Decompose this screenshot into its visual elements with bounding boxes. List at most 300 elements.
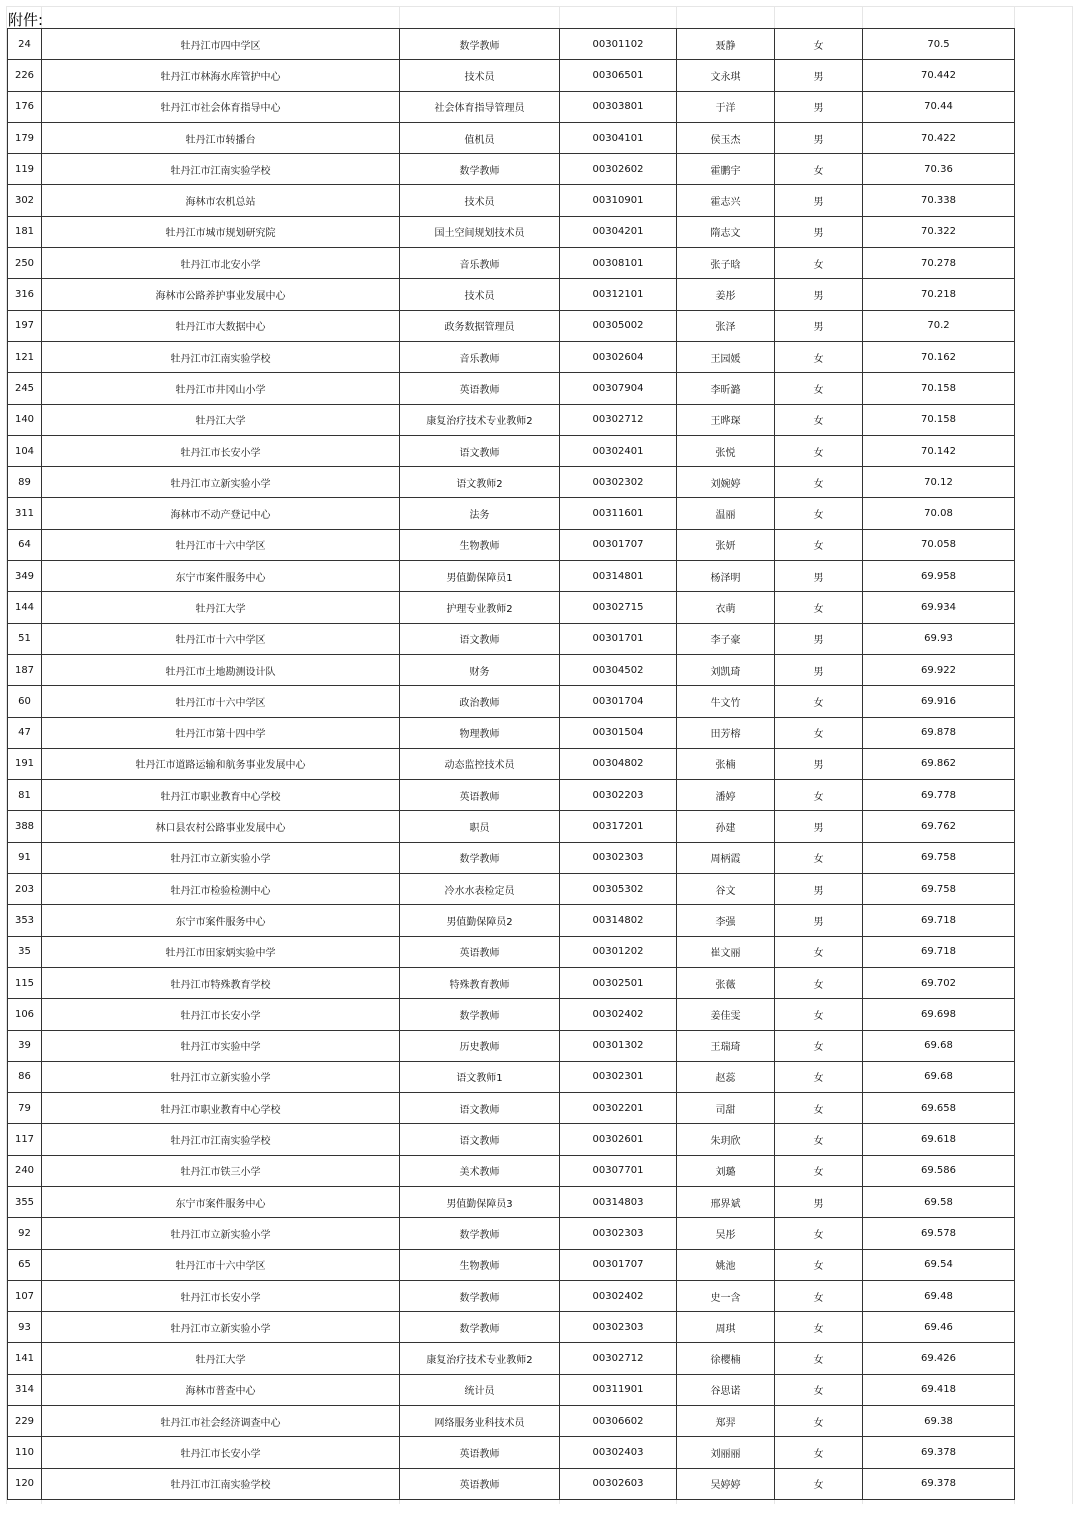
employer-unit-cell: 牡丹江市江南实验学校 bbox=[42, 341, 400, 372]
employer-unit-cell: 牡丹江市长安小学 bbox=[42, 1437, 400, 1468]
position-code-cell: 00302712 bbox=[560, 404, 677, 435]
employer-unit-cell: 林口县农村公路事业发展中心 bbox=[42, 811, 400, 842]
position-cell: 数学教师 bbox=[400, 999, 560, 1030]
employer-unit-cell: 牡丹江市城市规划研究院 bbox=[42, 216, 400, 247]
score-cell: 69.922 bbox=[863, 654, 1015, 685]
score-cell: 70.218 bbox=[863, 279, 1015, 310]
table-row bbox=[8, 1280, 1015, 1311]
position-code-cell: 00301202 bbox=[560, 936, 677, 967]
candidate-name-cell: 霍志兴 bbox=[677, 185, 775, 216]
employer-unit-cell: 牡丹江市立新实验小学 bbox=[42, 1312, 400, 1343]
row-number-cell: 314 bbox=[8, 1374, 42, 1405]
row-number-cell: 51 bbox=[8, 623, 42, 654]
score-cell: 69.58 bbox=[863, 1186, 1015, 1217]
table-row bbox=[8, 467, 1015, 498]
position-cell: 康复治疗技术专业教师2 bbox=[400, 404, 560, 435]
position-code-cell: 00302401 bbox=[560, 435, 677, 466]
position-code-cell: 00310901 bbox=[560, 185, 677, 216]
table-row bbox=[8, 498, 1015, 529]
score-cell: 69.934 bbox=[863, 592, 1015, 623]
table-row bbox=[8, 1186, 1015, 1217]
position-code-cell: 00302601 bbox=[560, 1124, 677, 1155]
employer-unit-cell: 牡丹江市职业教育中心学校 bbox=[42, 780, 400, 811]
table-row bbox=[8, 310, 1015, 341]
table-row bbox=[8, 1124, 1015, 1155]
table-row bbox=[8, 842, 1015, 873]
employer-unit-cell: 牡丹江市林海水库管护中心 bbox=[42, 60, 400, 91]
gender-cell: 女 bbox=[775, 999, 863, 1030]
gender-cell: 男 bbox=[775, 905, 863, 936]
score-cell: 69.758 bbox=[863, 842, 1015, 873]
score-cell: 69.426 bbox=[863, 1343, 1015, 1374]
table-row bbox=[8, 279, 1015, 310]
position-code-cell: 00308101 bbox=[560, 248, 677, 279]
score-cell: 69.48 bbox=[863, 1280, 1015, 1311]
candidate-name-cell: 谷文 bbox=[677, 874, 775, 905]
gender-cell: 男 bbox=[775, 748, 863, 779]
position-code-cell: 00302715 bbox=[560, 592, 677, 623]
row-number-cell: 47 bbox=[8, 717, 42, 748]
table-row bbox=[8, 122, 1015, 153]
table-row bbox=[8, 686, 1015, 717]
position-code-cell: 00302602 bbox=[560, 154, 677, 185]
table-row bbox=[8, 780, 1015, 811]
candidate-name-cell: 崔文丽 bbox=[677, 936, 775, 967]
position-cell: 语文教师1 bbox=[400, 1061, 560, 1092]
position-cell: 男值勤保障员2 bbox=[400, 905, 560, 936]
gender-cell: 男 bbox=[775, 91, 863, 122]
candidate-name-cell: 邢界斌 bbox=[677, 1186, 775, 1217]
position-code-cell: 00304101 bbox=[560, 122, 677, 153]
score-cell: 69.718 bbox=[863, 905, 1015, 936]
position-cell: 语文教师 bbox=[400, 435, 560, 466]
row-number-cell: 120 bbox=[8, 1468, 42, 1499]
row-number-cell: 86 bbox=[8, 1061, 42, 1092]
employer-unit-cell: 牡丹江市实验中学 bbox=[42, 1030, 400, 1061]
gender-cell: 男 bbox=[775, 654, 863, 685]
gender-cell: 女 bbox=[775, 592, 863, 623]
score-cell: 69.93 bbox=[863, 623, 1015, 654]
table-row bbox=[8, 1249, 1015, 1280]
position-code-cell: 00303801 bbox=[560, 91, 677, 122]
position-cell: 动态监控技术员 bbox=[400, 748, 560, 779]
position-code-cell: 00302201 bbox=[560, 1093, 677, 1124]
gender-cell: 女 bbox=[775, 29, 863, 60]
employer-unit-cell: 牡丹江市土地勘测设计队 bbox=[42, 654, 400, 685]
table-row bbox=[8, 654, 1015, 685]
position-cell: 数学教师 bbox=[400, 154, 560, 185]
gender-cell: 男 bbox=[775, 122, 863, 153]
row-number-cell: 176 bbox=[8, 91, 42, 122]
position-cell: 英语教师 bbox=[400, 1468, 560, 1499]
gender-cell: 女 bbox=[775, 1374, 863, 1405]
table-row bbox=[8, 1030, 1015, 1061]
position-cell: 英语教师 bbox=[400, 780, 560, 811]
row-number-cell: 240 bbox=[8, 1155, 42, 1186]
candidate-name-cell: 牛文竹 bbox=[677, 686, 775, 717]
gender-cell: 男 bbox=[775, 1186, 863, 1217]
row-number-cell: 117 bbox=[8, 1124, 42, 1155]
candidate-name-cell: 刘丽丽 bbox=[677, 1437, 775, 1468]
position-cell: 语文教师 bbox=[400, 623, 560, 654]
position-code-cell: 00302402 bbox=[560, 999, 677, 1030]
table-row bbox=[8, 248, 1015, 279]
score-cell: 70.44 bbox=[863, 91, 1015, 122]
table-row bbox=[8, 1406, 1015, 1437]
employer-unit-cell: 海林市农机总站 bbox=[42, 185, 400, 216]
employer-unit-cell: 牡丹江市长安小学 bbox=[42, 999, 400, 1030]
score-cell: 70.12 bbox=[863, 467, 1015, 498]
position-code-cell: 00311901 bbox=[560, 1374, 677, 1405]
gender-cell: 女 bbox=[775, 529, 863, 560]
employer-unit-cell: 牡丹江市江南实验学校 bbox=[42, 1124, 400, 1155]
position-cell: 法务 bbox=[400, 498, 560, 529]
table-row bbox=[8, 29, 1015, 60]
position-cell: 国土空间规划技术员 bbox=[400, 216, 560, 247]
row-number-cell: 203 bbox=[8, 874, 42, 905]
score-cell: 69.702 bbox=[863, 967, 1015, 998]
candidate-name-cell: 刘婉婷 bbox=[677, 467, 775, 498]
employer-unit-cell: 东宁市案件服务中心 bbox=[42, 561, 400, 592]
table-row bbox=[8, 185, 1015, 216]
row-number-cell: 250 bbox=[8, 248, 42, 279]
candidate-name-cell: 温丽 bbox=[677, 498, 775, 529]
gender-cell: 女 bbox=[775, 1249, 863, 1280]
position-code-cell: 00306602 bbox=[560, 1406, 677, 1437]
employer-unit-cell: 牡丹江大学 bbox=[42, 404, 400, 435]
table-row bbox=[8, 435, 1015, 466]
gender-cell: 男 bbox=[775, 310, 863, 341]
table-row bbox=[8, 216, 1015, 247]
table-row bbox=[8, 1218, 1015, 1249]
gender-cell: 男 bbox=[775, 623, 863, 654]
score-cell: 69.698 bbox=[863, 999, 1015, 1030]
row-number-cell: 119 bbox=[8, 154, 42, 185]
employer-unit-cell: 牡丹江市四中学区 bbox=[42, 29, 400, 60]
row-number-cell: 353 bbox=[8, 905, 42, 936]
score-cell: 69.54 bbox=[863, 1249, 1015, 1280]
score-cell: 70.162 bbox=[863, 341, 1015, 372]
table-row bbox=[8, 91, 1015, 122]
table-row bbox=[8, 529, 1015, 560]
row-number-cell: 121 bbox=[8, 341, 42, 372]
score-cell: 70.322 bbox=[863, 216, 1015, 247]
candidate-name-cell: 司甜 bbox=[677, 1093, 775, 1124]
position-code-cell: 00302604 bbox=[560, 341, 677, 372]
position-code-cell: 00301704 bbox=[560, 686, 677, 717]
score-cell: 70.278 bbox=[863, 248, 1015, 279]
row-number-cell: 104 bbox=[8, 435, 42, 466]
employer-unit-cell: 牡丹江市十六中学区 bbox=[42, 686, 400, 717]
employer-unit-cell: 牡丹江市铁三小学 bbox=[42, 1155, 400, 1186]
position-cell: 网络服务业科技术员 bbox=[400, 1406, 560, 1437]
table-row bbox=[8, 1374, 1015, 1405]
employer-unit-cell: 牡丹江市第十四中学 bbox=[42, 717, 400, 748]
position-code-cell: 00304802 bbox=[560, 748, 677, 779]
gender-cell: 女 bbox=[775, 498, 863, 529]
gender-cell: 女 bbox=[775, 1061, 863, 1092]
candidate-name-cell: 郑羿 bbox=[677, 1406, 775, 1437]
gender-cell: 女 bbox=[775, 842, 863, 873]
position-cell: 护理专业教师2 bbox=[400, 592, 560, 623]
candidate-name-cell: 史一含 bbox=[677, 1280, 775, 1311]
row-number-cell: 93 bbox=[8, 1312, 42, 1343]
position-cell: 统计员 bbox=[400, 1374, 560, 1405]
position-code-cell: 00302603 bbox=[560, 1468, 677, 1499]
candidate-name-cell: 张子晗 bbox=[677, 248, 775, 279]
position-cell: 社会体育指导管理员 bbox=[400, 91, 560, 122]
employer-unit-cell: 牡丹江市十六中学区 bbox=[42, 1249, 400, 1280]
employer-unit-cell: 东宁市案件服务中心 bbox=[42, 1186, 400, 1217]
row-number-cell: 64 bbox=[8, 529, 42, 560]
gender-cell: 男 bbox=[775, 811, 863, 842]
score-cell: 69.916 bbox=[863, 686, 1015, 717]
row-number-cell: 316 bbox=[8, 279, 42, 310]
position-cell: 生物教师 bbox=[400, 1249, 560, 1280]
employer-unit-cell: 牡丹江市职业教育中心学校 bbox=[42, 1093, 400, 1124]
position-cell: 值机员 bbox=[400, 122, 560, 153]
row-number-cell: 355 bbox=[8, 1186, 42, 1217]
position-code-cell: 00307701 bbox=[560, 1155, 677, 1186]
score-cell: 70.338 bbox=[863, 185, 1015, 216]
score-cell: 69.778 bbox=[863, 780, 1015, 811]
position-code-cell: 00304201 bbox=[560, 216, 677, 247]
employer-unit-cell: 牡丹江市长安小学 bbox=[42, 435, 400, 466]
score-cell: 70.142 bbox=[863, 435, 1015, 466]
candidate-name-cell: 张薇 bbox=[677, 967, 775, 998]
score-cell: 70.2 bbox=[863, 310, 1015, 341]
position-cell: 男值勤保障员3 bbox=[400, 1186, 560, 1217]
table-row bbox=[8, 592, 1015, 623]
row-number-cell: 245 bbox=[8, 373, 42, 404]
employer-unit-cell: 牡丹江市转播台 bbox=[42, 122, 400, 153]
table-row bbox=[8, 967, 1015, 998]
position-code-cell: 00301707 bbox=[560, 529, 677, 560]
position-cell: 生物教师 bbox=[400, 529, 560, 560]
row-number-cell: 91 bbox=[8, 842, 42, 873]
gender-cell: 男 bbox=[775, 874, 863, 905]
candidate-name-cell: 孙建 bbox=[677, 811, 775, 842]
score-cell: 69.378 bbox=[863, 1437, 1015, 1468]
position-code-cell: 00301701 bbox=[560, 623, 677, 654]
gender-cell: 女 bbox=[775, 435, 863, 466]
position-code-cell: 00304502 bbox=[560, 654, 677, 685]
score-cell: 70.058 bbox=[863, 529, 1015, 560]
score-cell: 70.422 bbox=[863, 122, 1015, 153]
candidate-name-cell: 徐樱楠 bbox=[677, 1343, 775, 1374]
position-code-cell: 00301707 bbox=[560, 1249, 677, 1280]
score-cell: 69.418 bbox=[863, 1374, 1015, 1405]
gender-cell: 女 bbox=[775, 373, 863, 404]
position-code-cell: 00302303 bbox=[560, 1312, 677, 1343]
row-number-cell: 144 bbox=[8, 592, 42, 623]
position-cell: 美术教师 bbox=[400, 1155, 560, 1186]
row-number-cell: 24 bbox=[8, 29, 42, 60]
position-cell: 政务数据管理员 bbox=[400, 310, 560, 341]
score-cell: 69.46 bbox=[863, 1312, 1015, 1343]
position-code-cell: 00305302 bbox=[560, 874, 677, 905]
score-cell: 69.586 bbox=[863, 1155, 1015, 1186]
gender-cell: 女 bbox=[775, 154, 863, 185]
row-number-cell: 226 bbox=[8, 60, 42, 91]
candidate-name-cell: 李昕潞 bbox=[677, 373, 775, 404]
table-row bbox=[8, 404, 1015, 435]
score-cell: 69.718 bbox=[863, 936, 1015, 967]
candidate-name-cell: 吴婷婷 bbox=[677, 1468, 775, 1499]
table-row bbox=[8, 1343, 1015, 1374]
candidate-name-cell: 王晔琛 bbox=[677, 404, 775, 435]
row-number-cell: 107 bbox=[8, 1280, 42, 1311]
gender-cell: 女 bbox=[775, 1437, 863, 1468]
position-code-cell: 00301102 bbox=[560, 29, 677, 60]
position-cell: 数学教师 bbox=[400, 29, 560, 60]
table-row bbox=[8, 1468, 1015, 1499]
candidate-name-cell: 周琪 bbox=[677, 1312, 775, 1343]
score-cell: 69.618 bbox=[863, 1124, 1015, 1155]
gender-cell: 女 bbox=[775, 1406, 863, 1437]
gender-cell: 女 bbox=[775, 1124, 863, 1155]
position-code-cell: 00314801 bbox=[560, 561, 677, 592]
candidate-name-cell: 张妍 bbox=[677, 529, 775, 560]
candidate-name-cell: 侯玉杰 bbox=[677, 122, 775, 153]
employer-unit-cell: 海林市普查中心 bbox=[42, 1374, 400, 1405]
row-number-cell: 81 bbox=[8, 780, 42, 811]
position-cell: 物理教师 bbox=[400, 717, 560, 748]
position-cell: 数学教师 bbox=[400, 842, 560, 873]
gender-cell: 女 bbox=[775, 717, 863, 748]
position-code-cell: 00311601 bbox=[560, 498, 677, 529]
gender-cell: 女 bbox=[775, 404, 863, 435]
score-cell: 69.762 bbox=[863, 811, 1015, 842]
table-row bbox=[8, 748, 1015, 779]
row-number-cell: 140 bbox=[8, 404, 42, 435]
position-cell: 冷水水表检定员 bbox=[400, 874, 560, 905]
gender-cell: 男 bbox=[775, 60, 863, 91]
position-cell: 数学教师 bbox=[400, 1312, 560, 1343]
position-cell: 语文教师 bbox=[400, 1093, 560, 1124]
table-row bbox=[8, 999, 1015, 1030]
candidate-name-cell: 潘婷 bbox=[677, 780, 775, 811]
position-code-cell: 00302712 bbox=[560, 1343, 677, 1374]
row-number-cell: 106 bbox=[8, 999, 42, 1030]
candidate-name-cell: 文永琪 bbox=[677, 60, 775, 91]
candidate-name-cell: 谷思诺 bbox=[677, 1374, 775, 1405]
gender-cell: 女 bbox=[775, 936, 863, 967]
results-table bbox=[7, 28, 1015, 1500]
employer-unit-cell: 牡丹江市社会体育指导中心 bbox=[42, 91, 400, 122]
position-code-cell: 00312101 bbox=[560, 279, 677, 310]
gender-cell: 女 bbox=[775, 1312, 863, 1343]
position-code-cell: 00314803 bbox=[560, 1186, 677, 1217]
employer-unit-cell: 牡丹江大学 bbox=[42, 1343, 400, 1374]
gender-cell: 男 bbox=[775, 185, 863, 216]
candidate-name-cell: 周柄霞 bbox=[677, 842, 775, 873]
row-number-cell: 311 bbox=[8, 498, 42, 529]
position-cell: 数学教师 bbox=[400, 1218, 560, 1249]
employer-unit-cell: 牡丹江市江南实验学校 bbox=[42, 154, 400, 185]
row-number-cell: 349 bbox=[8, 561, 42, 592]
employer-unit-cell: 牡丹江市道路运输和航务事业发展中心 bbox=[42, 748, 400, 779]
row-number-cell: 35 bbox=[8, 936, 42, 967]
position-cell: 康复治疗技术专业教师2 bbox=[400, 1343, 560, 1374]
gender-cell: 女 bbox=[775, 967, 863, 998]
score-cell: 70.36 bbox=[863, 154, 1015, 185]
table-row bbox=[8, 1093, 1015, 1124]
gender-cell: 女 bbox=[775, 1280, 863, 1311]
candidate-name-cell: 姜佳雯 bbox=[677, 999, 775, 1030]
score-cell: 70.442 bbox=[863, 60, 1015, 91]
position-cell: 数学教师 bbox=[400, 1280, 560, 1311]
position-cell: 财务 bbox=[400, 654, 560, 685]
employer-unit-cell: 牡丹江市立新实验小学 bbox=[42, 842, 400, 873]
candidate-name-cell: 张楠 bbox=[677, 748, 775, 779]
position-code-cell: 00302403 bbox=[560, 1437, 677, 1468]
score-cell: 70.08 bbox=[863, 498, 1015, 529]
position-code-cell: 00314802 bbox=[560, 905, 677, 936]
candidate-name-cell: 田芳榕 bbox=[677, 717, 775, 748]
position-cell: 政治教师 bbox=[400, 686, 560, 717]
table-row bbox=[8, 936, 1015, 967]
table-row bbox=[8, 874, 1015, 905]
table-row bbox=[8, 60, 1015, 91]
position-code-cell: 00302302 bbox=[560, 467, 677, 498]
position-cell: 技术员 bbox=[400, 279, 560, 310]
candidate-name-cell: 聂静 bbox=[677, 29, 775, 60]
candidate-name-cell: 李子豪 bbox=[677, 623, 775, 654]
candidate-name-cell: 王园媛 bbox=[677, 341, 775, 372]
position-code-cell: 00302402 bbox=[560, 1280, 677, 1311]
results-table-body bbox=[8, 29, 1015, 1500]
position-cell: 特殊教育教师 bbox=[400, 967, 560, 998]
position-cell: 技术员 bbox=[400, 185, 560, 216]
score-cell: 69.68 bbox=[863, 1030, 1015, 1061]
employer-unit-cell: 牡丹江市十六中学区 bbox=[42, 623, 400, 654]
gender-cell: 女 bbox=[775, 1218, 863, 1249]
position-code-cell: 00302303 bbox=[560, 842, 677, 873]
table-row bbox=[8, 905, 1015, 936]
employer-unit-cell: 海林市不动产登记中心 bbox=[42, 498, 400, 529]
table-row bbox=[8, 1155, 1015, 1186]
row-number-cell: 115 bbox=[8, 967, 42, 998]
score-cell: 69.578 bbox=[863, 1218, 1015, 1249]
candidate-name-cell: 刘凯琦 bbox=[677, 654, 775, 685]
employer-unit-cell: 牡丹江市立新实验小学 bbox=[42, 1061, 400, 1092]
row-number-cell: 65 bbox=[8, 1249, 42, 1280]
candidate-name-cell: 刘璐 bbox=[677, 1155, 775, 1186]
score-cell: 69.658 bbox=[863, 1093, 1015, 1124]
row-number-cell: 388 bbox=[8, 811, 42, 842]
gender-cell: 女 bbox=[775, 686, 863, 717]
employer-unit-cell: 牡丹江市特殊教育学校 bbox=[42, 967, 400, 998]
position-code-cell: 00317201 bbox=[560, 811, 677, 842]
employer-unit-cell: 牡丹江市立新实验小学 bbox=[42, 1218, 400, 1249]
row-number-cell: 79 bbox=[8, 1093, 42, 1124]
employer-unit-cell: 牡丹江市立新实验小学 bbox=[42, 467, 400, 498]
employer-unit-cell: 牡丹江市社会经济调查中心 bbox=[42, 1406, 400, 1437]
employer-unit-cell: 牡丹江市十六中学区 bbox=[42, 529, 400, 560]
position-code-cell: 00306501 bbox=[560, 60, 677, 91]
table-row bbox=[8, 154, 1015, 185]
table-row bbox=[8, 373, 1015, 404]
position-cell: 英语教师 bbox=[400, 373, 560, 404]
table-row bbox=[8, 341, 1015, 372]
row-number-cell: 92 bbox=[8, 1218, 42, 1249]
employer-unit-cell: 牡丹江市井冈山小学 bbox=[42, 373, 400, 404]
gender-cell: 男 bbox=[775, 279, 863, 310]
gender-cell: 女 bbox=[775, 1030, 863, 1061]
gender-cell: 女 bbox=[775, 1468, 863, 1499]
position-code-cell: 00307904 bbox=[560, 373, 677, 404]
